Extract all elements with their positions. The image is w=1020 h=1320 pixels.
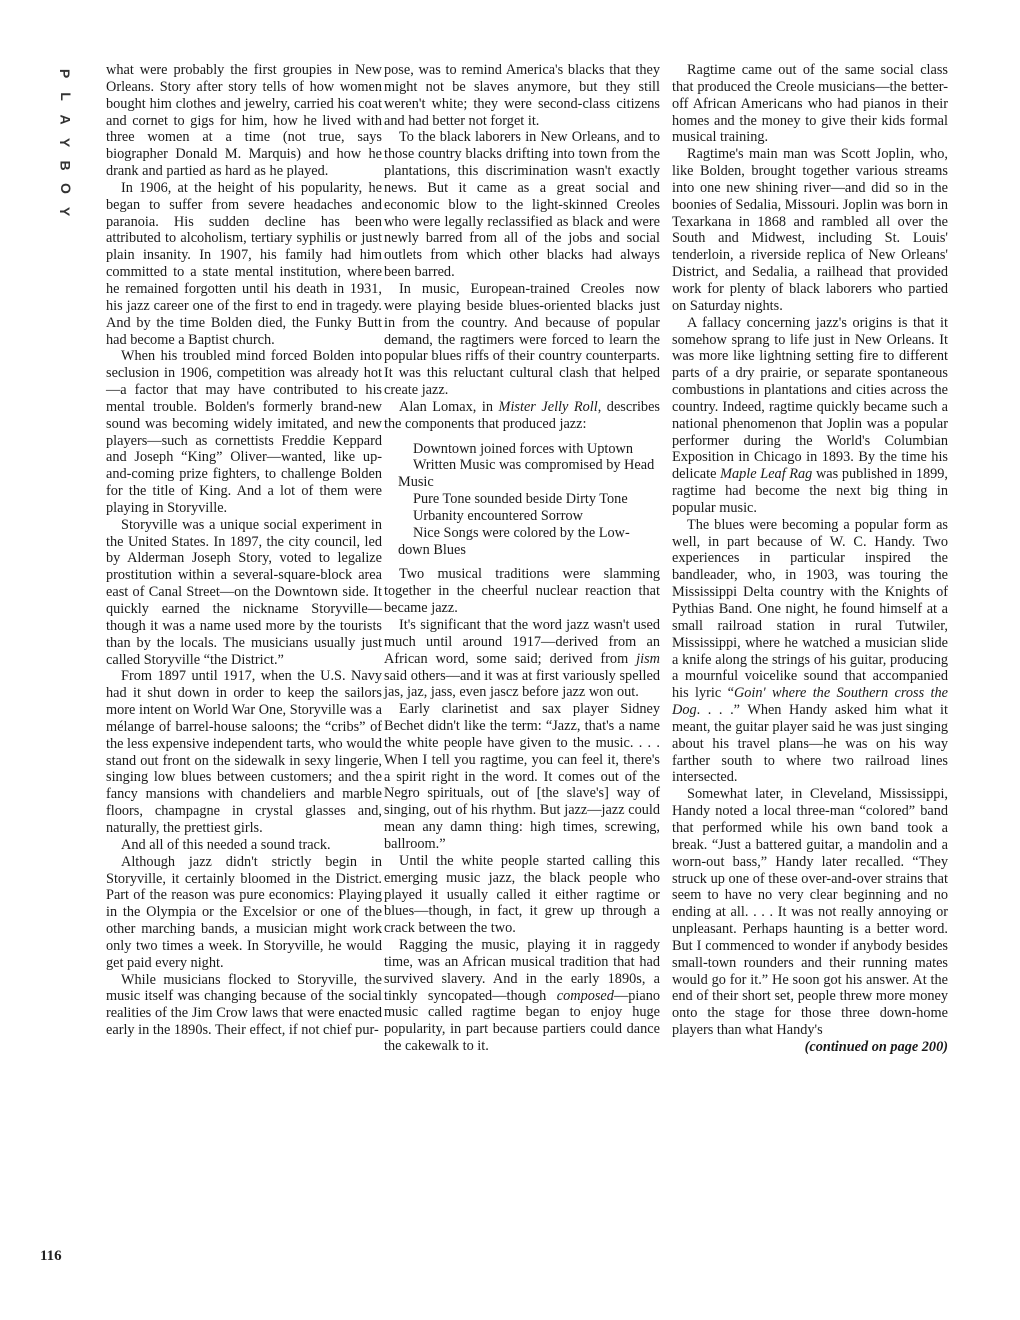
paragraph: To the black laborers in New Orleans, and to those country blacks drifting into town from the plantations, this discrimination wasn't exactly news. But it came as a great social and economic blow to the light-skinned Creoles who were legally reclassified as black and were newly barred from all of the jobs and social outlets from which other blacks had always been barred. (384, 129, 660, 281)
paragraph: Two musical traditions were slamming together in the cheerful nuclear reaction that became jazz. (384, 566, 660, 617)
masthead-letter: L (57, 92, 74, 101)
text-column-2 (384, 62, 660, 1055)
paragraph (384, 617, 660, 701)
paragraph: And all of this needed a sound track. (121, 836, 331, 853)
masthead-letter: Y (57, 206, 74, 217)
text-run: Alan Lomax, in (399, 398, 499, 415)
text-run: was published in 1899, ragtime had become the next big thing in popular music. (672, 466, 949, 516)
verse-line: Downtown joined forces with Uptown (413, 440, 633, 457)
paragraph: In music, European-trained Creoles now were playing beside blues-oriented blacks just in from the country. And because of popular demand, the ragtimers were forced to learn the popular blues riffs of their country counterparts. It was this reluctant cultural clash that helped create jazz. (384, 280, 660, 399)
song-title: Maple Leaf Rag (720, 466, 813, 483)
continued-note: (continued on page 200) (804, 1038, 948, 1055)
masthead-letter: A (57, 114, 74, 125)
text-column-1 (106, 62, 382, 1039)
paragraph (384, 399, 660, 433)
text-column-3 (672, 62, 948, 1056)
text-run: —piano music called ragtime began to enjoy huge popularity, in part because partiers could dance the cakewalk to it. (384, 987, 660, 1055)
verse-line: Nice Songs were colored by the Low-down Blues (398, 524, 630, 558)
text-run: A fallacy concerning jazz's origins is that it somehow sprang to life just in New Orleans. It was more like lightning setting fire to different parts of a dry prairie, or separate spontaneous combustions in plantations and cities across the country. Indeed, ragtime quickly became such a national phenomenon that Joplin was a popular performer during the World's Columbian Exposition in Chicago in 1893. By the time his delicate (672, 314, 948, 483)
paragraph: what were probably the first groupies in New Orleans. Story after story tells of how women bought him clothes and jewelry, carried his coat and cornet to gigs for him, how he lived with three women at a time (not true, says biographer Donald M. Marquis) and how he drank and partied as hard as he played. (106, 62, 382, 180)
lyric-quote: Goin' where the Southern cross the Dog (672, 685, 948, 719)
verse-line: Urbanity encountered Sorrow (413, 507, 583, 524)
paragraph (384, 937, 660, 1055)
paragraph: Until the white people started calling this emerging music jazz, the black people who played it usually called it either ragtime or blues—though, in fact, it grew up through a crack between the two. (384, 852, 660, 937)
magazine-masthead-vertical (52, 62, 78, 223)
text-run: It's significant that the word jazz wasn't used much until around 1917—derived from an African word, some said; derived from (384, 617, 660, 667)
masthead-letter: Y (57, 137, 74, 148)
text-run: Ragging the music, playing it in raggedy time, was an African musical tradition that had survived slavery. And in the early 1890s, a tinkly syncopated—though (384, 937, 660, 1004)
verse-line: Pure Tone sounded beside Dirty Tone (413, 491, 628, 508)
text-run: said others—and it was at first variously spelled jas, jaz, jass, even jascz before jazz won out. (384, 667, 660, 701)
paragraph: Storyville was a unique social experiment in the United States. In 1897, the city council, led by Alderman Joseph Story, voted to legalize prostitution within a several-square-block area east of Canal Street—on the Downtown side. It quickly earned the nickname Storyville—though it was a name used more by the tourists than by the locals. The musicians usually just called Storyville “the District.” (106, 516, 382, 668)
paragraph: Somewhat later, in Cleveland, Mississippi, Handy noted a local three-man “colored” band that performed while his own band took a break. “Just a battered guitar, a mandolin and a worn-out bass,” Handy later recalled. “They struck up one of these over-and-over strains that seem to have no very clear beginning and no ending at all. . . . It was not really annoying or unpleasant. Perhaps haunting is a better word. But I commenced to wonder if anybody besides small-town rounders and their running mates would go for it.” He soon got his answer. At the end of their short set, people threw more money onto the stage for those three down-home players than what Handy's (672, 786, 948, 1039)
paragraph: Ragtime came out of the same social class that produced the Creole musicians—the better-off African Americans who had pianos in their homes and the money to give their kids formal musical training. (672, 62, 948, 146)
paragraph: In 1906, at the height of his popularity, he began to suffer from severe headaches and paranoia. His sudden decline has been attributed to alcoholism, tertiary syphilis or just plain insanity. In 1907, his family had him committed to a state mental institution, where he remained forgotten until his death in 1931, his jazz career one of the first to end in tragedy. And by the time Bolden died, the Funky Butt had become a Baptist church. (106, 179, 382, 348)
verse-line: Written Music was compromised by Head Music (398, 457, 655, 491)
paragraph: From 1897 until 1917, when the U.S. Navy had it shut down in order to keep the sailors more intent on World War One, Storyville was a mélange of barrel-house saloons; the “cribs” of the less expensive independent tarts, who would stand out front on the sidewalk in sexy lingerie, singing low blues between customers; and the fancy mansions with chandeliers and marble floors, champagne in crystal glasses and, naturally, the prettiest girls. (106, 668, 382, 836)
paragraph (672, 315, 948, 517)
paragraph: When his troubled mind forced Bolden into seclusion in 1906, competition was already hot—a factor that may have contributed to his mental trouble. Bolden's formerly brand-new sound was becoming widely imitated, and new players—such as cornettists Freddie Keppard and Joseph “King” Oliver—wanted, like up-and-coming prize fighters, to challenge Bolden for the title of King. And a lot of them were playing in Storyville. (106, 348, 382, 516)
paragraph: pose, was to remind America's blacks that they might not be slaves anymore, but they still weren't white; they were second-class citizens and had better not forget it. (384, 62, 660, 129)
italic-word: composed (556, 987, 614, 1004)
paragraph: Ragtime's main man was Scott Joplin, who, like Bolden, brought together various streams into one new shining river—and did so in the boonies of Sedalia, Missouri. Joplin was born in Texarkana in 1868 and rambled all over the South and Midwest, including St. Louis' tenderloin, a riverside replica of New Orleans' District, and Sedalia, a railhead that provided work for plenty of black laborers who partied on Saturday nights. (672, 146, 948, 314)
paragraph: While musicians flocked to Storyville, the music itself was changing because of the social realities of the Jim Crow laws that were enacted early in the 1890s. Their effect, if not chief pur- (106, 971, 382, 1039)
block-quote-verse (398, 441, 660, 559)
paragraph: Although jazz didn't strictly begin in Storyville, it certainly bloomed in the District. Part of the reason was pure economics: Playing in the Olympia or the Excelsior or one of the other marching bands, a musician might work only two times a week. In Storyville, he would get paid every night. (106, 853, 382, 971)
italic-word: jism (636, 650, 660, 667)
masthead-letter: O (57, 183, 74, 194)
page-number: 116 (40, 1248, 62, 1264)
masthead-letter: B (57, 160, 74, 171)
text-run: . . . .” When Handy asked him what it meant, the guitar player said he was just singing about his travel plans—he was on his way farther south to where two railroad lines intersected. (672, 702, 948, 786)
paragraph (672, 517, 948, 787)
text-run: The blues were becoming a popular form as well, in part because of W. C. Handy. Two experiences in particular inspired the bandleader, who, in 1903, was touring the Mississippi Delta country with the Knights of Pythias Band. One night, he found himself at a small railroad station in rural Tutwiler, Mississippi, where he watched a musician slide a knife along the strings of his guitar, producing a mournful voicelike sound that accompanied his lyric “ (672, 516, 948, 702)
masthead-letter: P (57, 68, 74, 79)
text-run: , describes the components that produced jazz: (384, 398, 660, 432)
book-title: Mister Jelly Roll (498, 398, 598, 415)
paragraph: Early clarinetist and sax player Sidney Bechet didn't like the term: “Jazz, that's a name the white people have given to the music. . . . When I tell you ragtime, you can feel it, there's a spirit right in the word. It comes out of the Negro spirituals, out of [the slave's] way of singing, out of his rhythm. But jazz—jazz could mean any damn thing: high times, screwing, ballroom.” (384, 701, 660, 852)
